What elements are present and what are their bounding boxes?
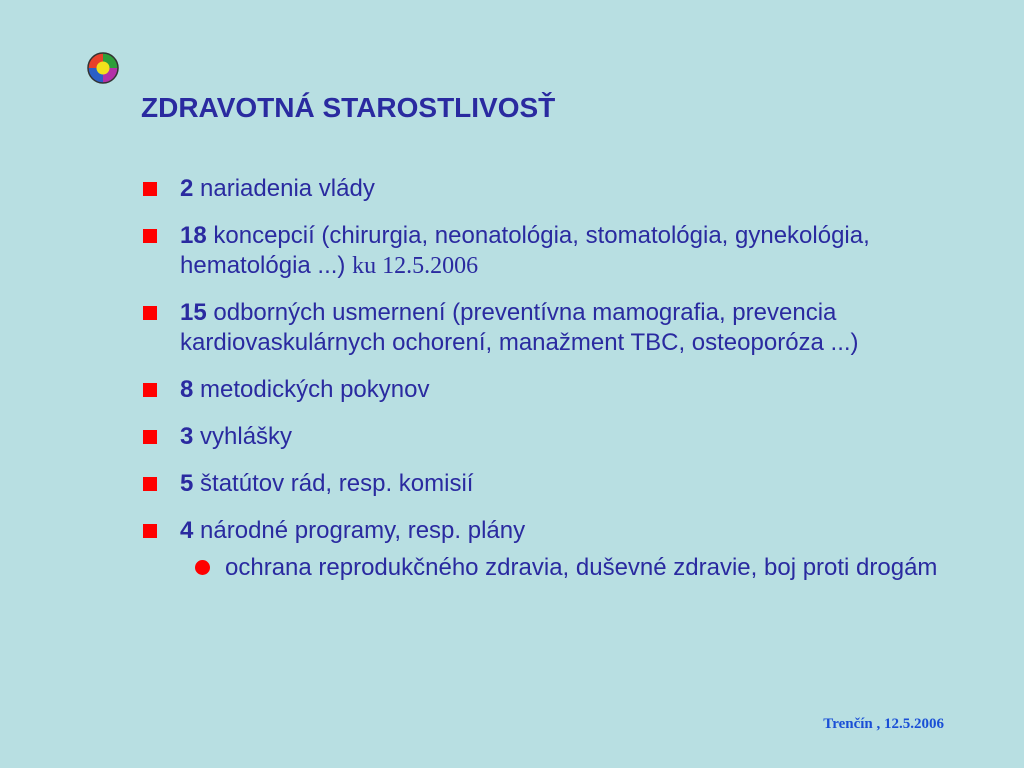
item-number: 4 [180,517,194,544]
item-text: koncepcií (chirurgia, neonatológia, stomatológia, gynekológia, hematológia ...) [180,222,870,279]
item-date-suffix: ku 12.5.2006 [352,253,479,279]
square-bullet-icon [143,383,157,397]
list-item [142,516,942,546]
list-item [142,298,942,358]
list-item [142,375,942,405]
item-text: štatútov rád, resp. komisií [200,470,474,497]
item-text: metodických pokynov [200,376,430,403]
item-number: 5 [180,470,194,497]
square-bullet-icon [143,229,157,243]
footer-location-date: Trenčín , 12.5.2006 [823,716,944,732]
item-text: národné programy, resp. plány [200,517,526,544]
slide-title: ZDRAVOTNÁ STAROSTLIVOSŤ [141,92,556,123]
puzzle-globe-icon [86,51,120,85]
item-text: nariadenia vlády [200,175,375,202]
item-number: 8 [180,376,194,403]
square-bullet-icon [143,477,157,491]
round-bullet-icon [195,560,210,575]
square-bullet-icon [143,182,157,196]
sub-list-item [142,553,942,583]
list-item [142,174,942,204]
square-bullet-icon [143,524,157,538]
subitem-text: ochrana reprodukčného zdravia, duševné zdravie, boj proti drogám [225,554,938,581]
item-number: 18 [180,222,207,249]
list-item [142,422,942,452]
item-text: vyhlášky [200,423,293,450]
list-item [142,221,942,281]
item-number: 3 [180,423,194,450]
square-bullet-icon [143,430,157,444]
list-item [142,469,942,499]
item-number: 15 [180,299,207,326]
item-text: odborných usmernení (preventívna mamografia, prevencia kardiovaskulárnych ochorení, manažment TBC, osteoporóza ...) [180,299,859,356]
item-number: 2 [180,175,194,202]
square-bullet-icon [143,306,157,320]
bullet-list [142,174,942,583]
